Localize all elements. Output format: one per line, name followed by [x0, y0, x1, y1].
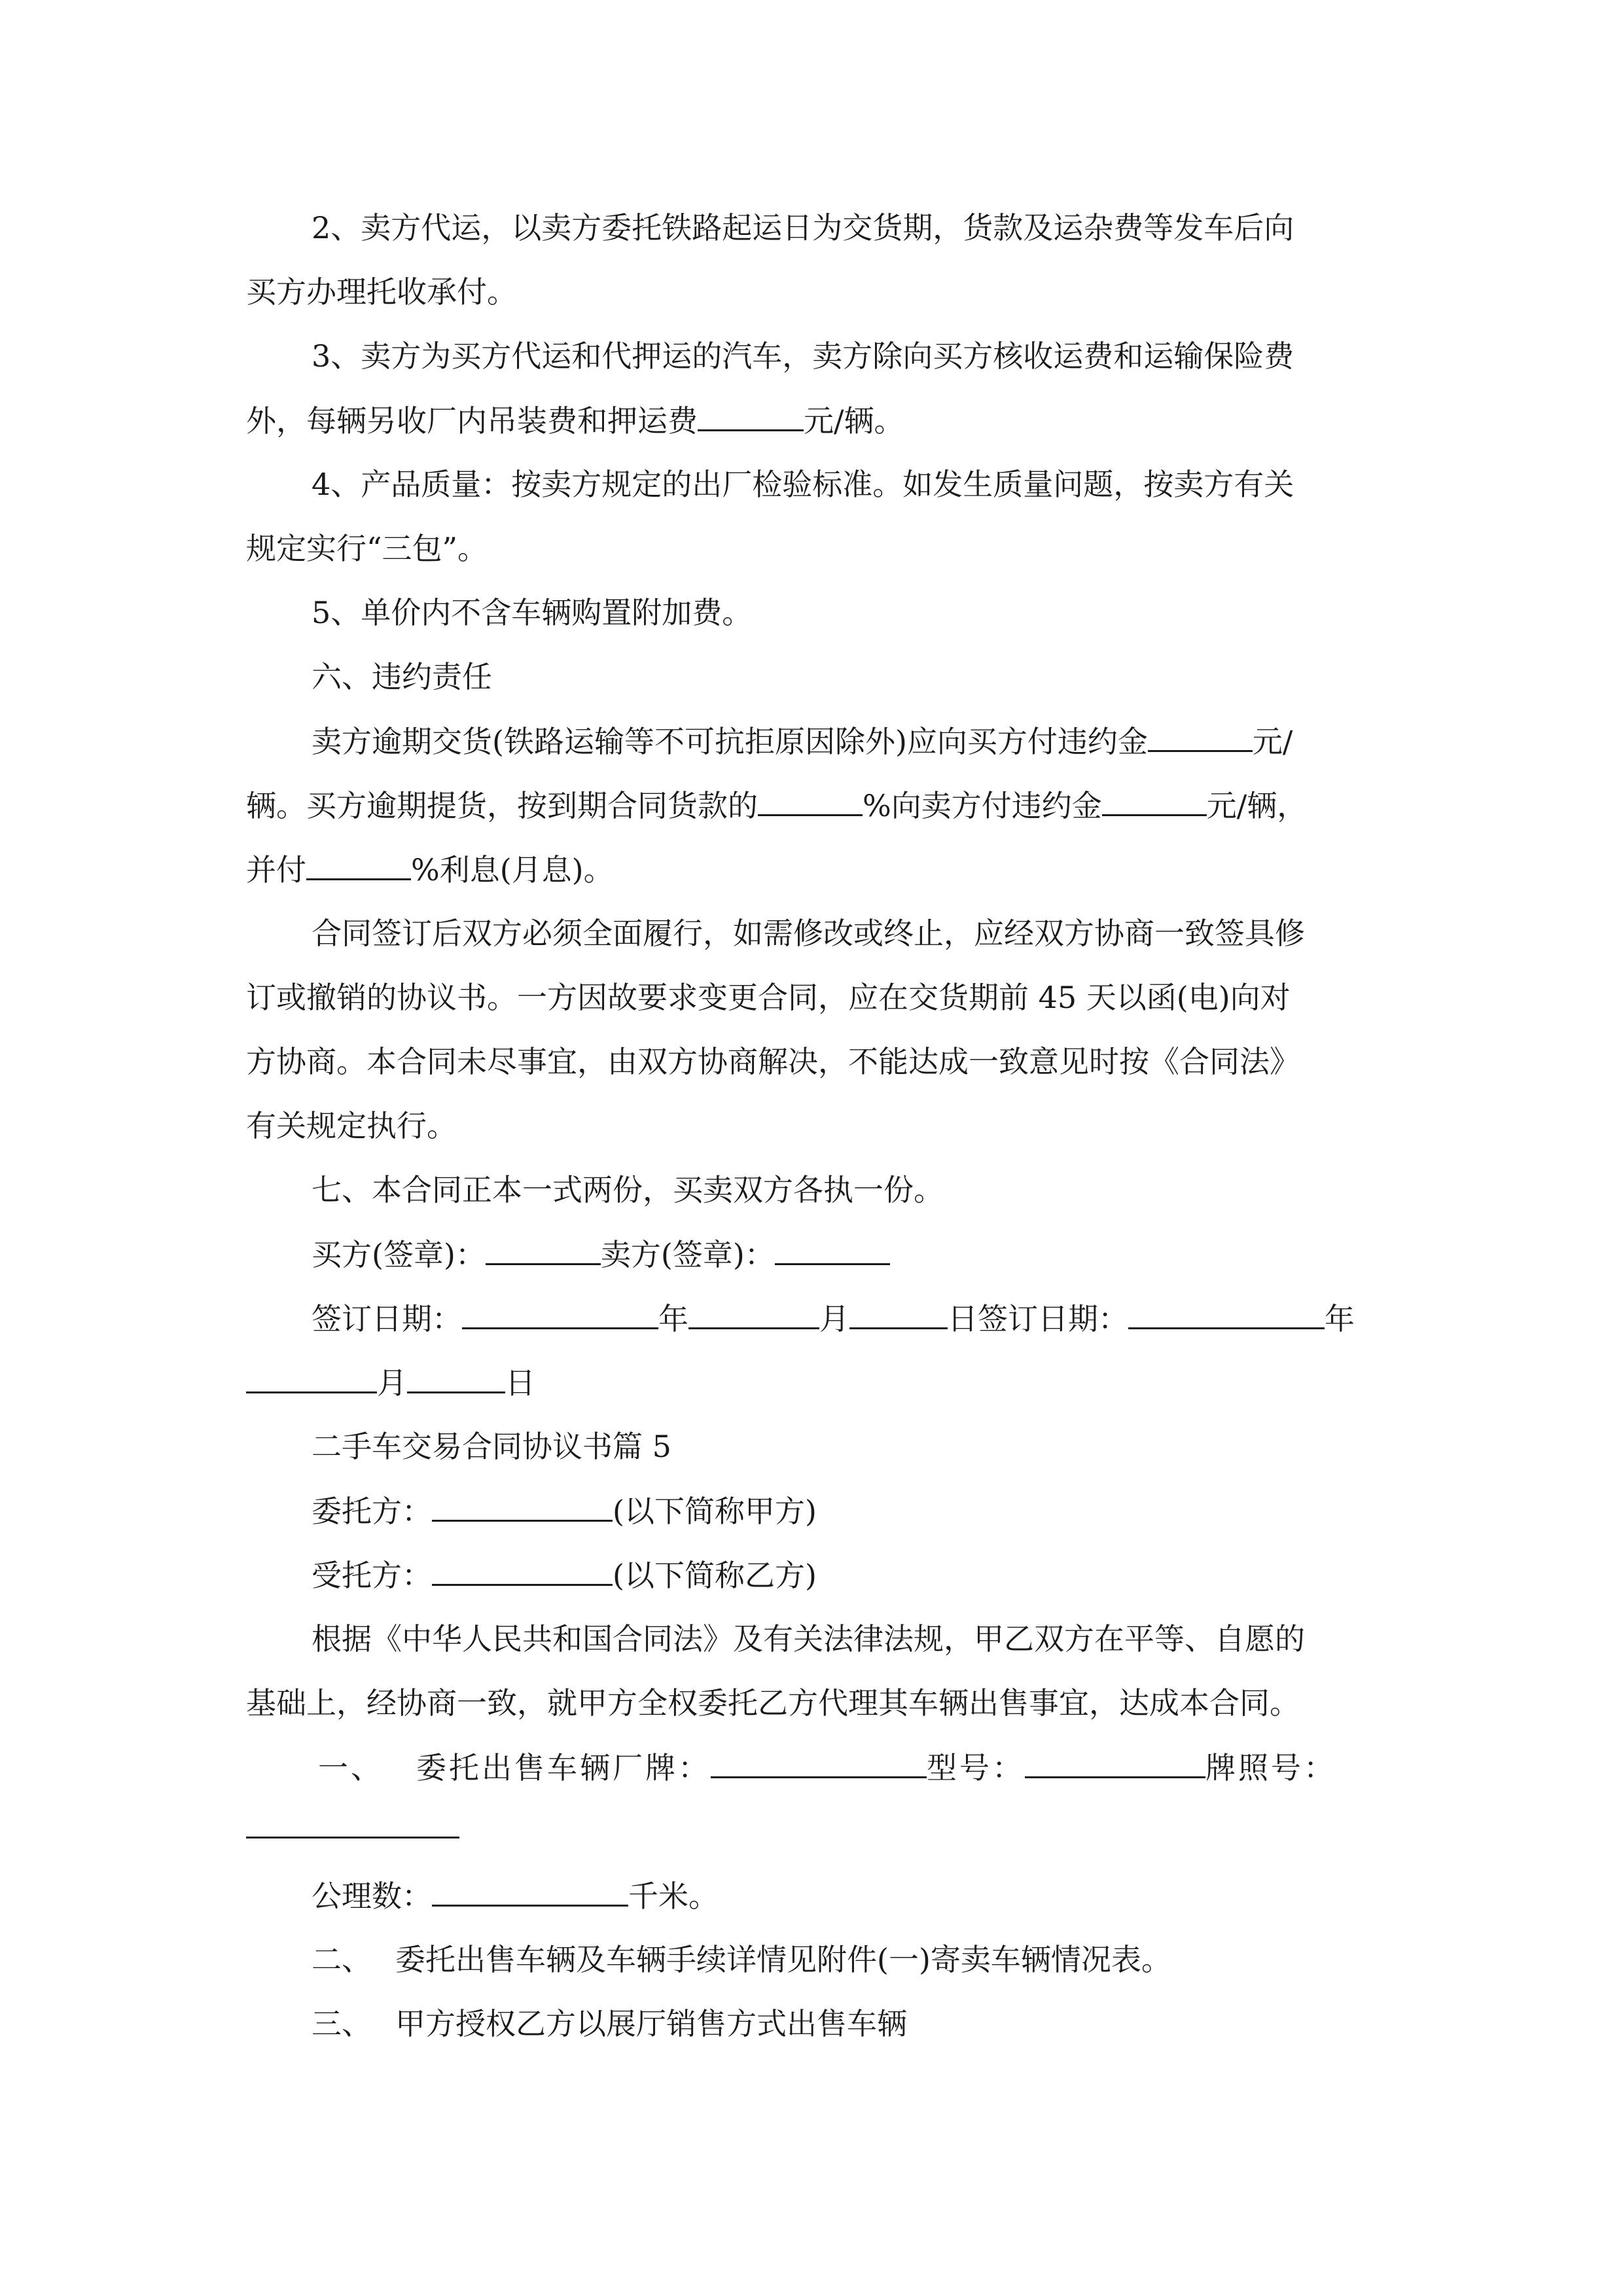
- signature-line: [312, 1234, 890, 1274]
- para-modification-line3: 方协商。本合同未尽事宜，由双方协商解决，不能达成一致意见时按《合同法》: [246, 1044, 1300, 1079]
- brand-field[interactable]: [711, 1748, 927, 1778]
- para-modification-line1: 合同签订后双方必须全面履行，如需修改或终止，应经双方协商一致签具修: [312, 916, 1305, 951]
- item2-text: 委托出售车辆及车辆手续详情见附件(一)寄卖车辆情况表。: [395, 1942, 1171, 1977]
- brand-label: 委托出售车辆厂牌：: [416, 1750, 711, 1785]
- item1-number: 一、: [318, 1750, 383, 1785]
- para-modification-line2: 订或撤销的协议书。一方因故要求变更合同，应在交货期前 45 天以函(电)向对: [246, 980, 1291, 1015]
- text: 并付: [246, 852, 306, 888]
- year2-field[interactable]: [1128, 1299, 1325, 1329]
- para-basis-line1: 根据《中华人民共和国合同法》及有关法律法规，甲乙双方在平等、自愿的: [312, 1621, 1305, 1657]
- para-penalty-line1: [312, 721, 1293, 761]
- agent-label: 受托方：: [312, 1558, 432, 1593]
- month-field[interactable]: [688, 1299, 819, 1329]
- day-date-label: 日签订日期：: [948, 1301, 1128, 1336]
- day2-field[interactable]: [407, 1363, 505, 1393]
- agent-field[interactable]: [432, 1555, 613, 1586]
- year-label: 年: [658, 1301, 688, 1336]
- mileage-field[interactable]: [432, 1876, 628, 1907]
- text: 卖方逾期交货(铁路运输等不可抗拒原因除外)应向买方付违约金: [312, 724, 1148, 759]
- sign-date-line2: [246, 1363, 535, 1403]
- heading-copies: 七、本合同正本一式两份，买卖双方各执一份。: [312, 1172, 944, 1208]
- principal-note: (以下简称甲方): [613, 1494, 817, 1529]
- heading-liability: 六、违约责任: [312, 659, 492, 694]
- agent-note: (以下简称乙方): [613, 1558, 817, 1593]
- buyer-signature-label: 买方(签章)：: [312, 1237, 486, 1272]
- item3-line: [312, 2004, 907, 2043]
- mileage-line: [312, 1876, 719, 1916]
- item3-text: 甲方授权乙方以展厅销售方式出售车辆: [395, 2006, 907, 2041]
- principal-label: 委托方：: [312, 1494, 432, 1529]
- year2-label: 年: [1325, 1301, 1355, 1336]
- seller-signature-label: 卖方(签章)：: [600, 1237, 775, 1272]
- mileage-unit: 千米。: [628, 1878, 719, 1914]
- item3-number: 三、: [312, 2006, 372, 2041]
- para-modification-line4: 有关规定执行。: [246, 1108, 457, 1143]
- para-transport-line1: 3、卖方为买方代运和代押运的汽车，卖方除向买方核收运费和运输保险费: [312, 338, 1294, 374]
- para-delivery-line1: 2、卖方代运，以卖方委托铁路起运日为交货期，货款及运杂费等发车后向: [312, 210, 1294, 245]
- para-transport-line2: [246, 401, 904, 440]
- plate-label: 牌照号：: [1205, 1750, 1336, 1785]
- text: 辆。买方逾期提货，按到期合同货款的: [246, 788, 758, 823]
- blank-fill: [1148, 721, 1253, 752]
- agent-line: [312, 1555, 817, 1595]
- day-field[interactable]: [849, 1299, 948, 1329]
- month-label: 月: [819, 1301, 849, 1336]
- plate-field[interactable]: [246, 1837, 459, 1839]
- sign-date-line1: [312, 1299, 1355, 1338]
- month2-label: 月: [377, 1365, 407, 1401]
- para-penalty-line2: [246, 785, 1307, 825]
- text: 元/: [1252, 724, 1293, 759]
- para-penalty-line3: [246, 850, 614, 889]
- para-basis-line2: 基础上，经协商一致，就甲方全权委托乙方代理其车辆出售事宜，达成本合同。: [246, 1685, 1300, 1721]
- section-title: 二手车交易合同协议书篇 5: [312, 1429, 671, 1464]
- text: 外，每辆另收厂内吊装费和押运费: [246, 403, 698, 439]
- model-label: 型号：: [927, 1750, 1025, 1785]
- principal-line: [312, 1491, 817, 1531]
- blank-fill: [1102, 785, 1207, 816]
- day2-label: 日: [505, 1365, 535, 1401]
- principal-field[interactable]: [432, 1491, 613, 1522]
- para-price: 5、单价内不含车辆购置附加费。: [312, 595, 753, 630]
- text: %向卖方付违约金: [863, 788, 1102, 823]
- seller-signature-field[interactable]: [775, 1234, 890, 1265]
- buyer-signature-field[interactable]: [486, 1234, 601, 1265]
- text: %利息(月息)。: [411, 852, 614, 888]
- blank-fill: [758, 785, 863, 816]
- para-quality-line1: 4、产品质量：按卖方规定的出厂检验标准。如发生质量问题，按卖方有关: [312, 467, 1294, 502]
- blank-fill: [306, 850, 411, 880]
- item1-line: [318, 1748, 1336, 1787]
- blank-fill: [698, 401, 804, 431]
- item2-line: [312, 1940, 1171, 1979]
- mileage-label: 公理数：: [312, 1878, 432, 1914]
- para-quality-line2: 规定实行“三包”。: [246, 531, 488, 566]
- year-field[interactable]: [462, 1299, 658, 1329]
- month2-field[interactable]: [246, 1363, 377, 1393]
- date-label: 签订日期：: [312, 1301, 462, 1336]
- item2-number: 二、: [312, 1942, 372, 1977]
- model-field[interactable]: [1025, 1748, 1205, 1778]
- text: 元/辆，: [1206, 788, 1308, 823]
- para-delivery-line2: 买方办理托收承付。: [246, 274, 517, 310]
- text: 元/辆。: [804, 403, 904, 439]
